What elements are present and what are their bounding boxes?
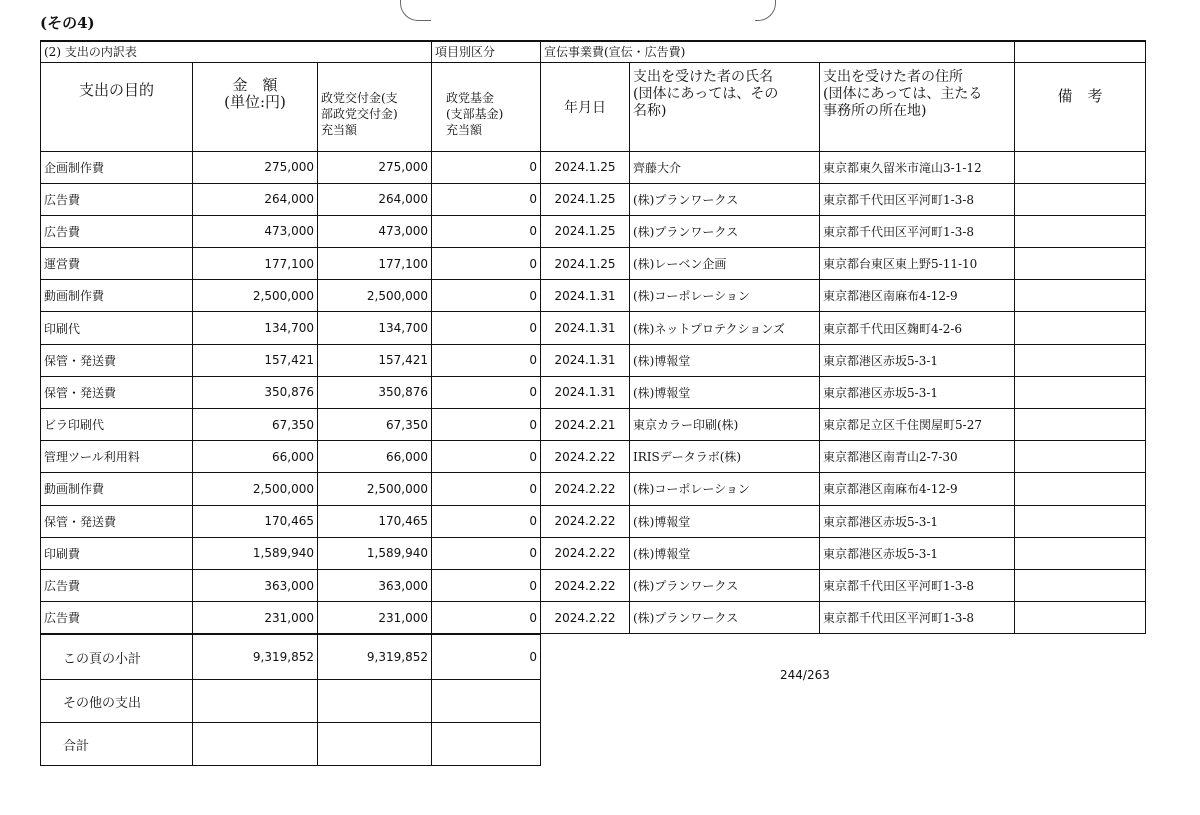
cell-payee: (株)博報堂 xyxy=(630,344,820,376)
cell-payee: (株)博報堂 xyxy=(630,505,820,537)
cell-address: 東京都港区南麻布4-12-9 xyxy=(820,280,1015,312)
table-row xyxy=(41,248,1146,280)
cell-payee: 東京カラー印刷(株) xyxy=(630,409,820,441)
cell-purpose: 保管・発送費 xyxy=(41,344,193,376)
cell-purpose: 動画制作費 xyxy=(41,280,193,312)
total-amount xyxy=(193,723,318,766)
expenditure-table xyxy=(40,40,1146,634)
other-subsidy xyxy=(318,680,432,723)
header-fund-l3: 充当額 xyxy=(446,122,483,137)
cell-fund: 0 xyxy=(432,409,541,441)
page-label: (その4) xyxy=(40,14,95,32)
cell-amount: 363,000 xyxy=(193,569,318,601)
cell-purpose: 保管・発送費 xyxy=(41,505,193,537)
cell-date: 2024.1.25 xyxy=(541,151,630,183)
header-purpose: 支出の目的 xyxy=(41,62,193,151)
cell-fund: 0 xyxy=(432,215,541,247)
header-address-l3: 事務所の所在地) xyxy=(823,102,927,119)
table-row xyxy=(41,441,1146,473)
cell-date: 2024.2.22 xyxy=(541,473,630,505)
cell-payee: (株)レーベン企画 xyxy=(630,248,820,280)
cell-subsidy: 67,350 xyxy=(318,409,432,441)
cell-subsidy: 2,500,000 xyxy=(318,280,432,312)
cell-fund: 0 xyxy=(432,505,541,537)
table-row xyxy=(41,344,1146,376)
cell-date: 2024.2.22 xyxy=(541,569,630,601)
table-row xyxy=(41,602,1146,634)
cell-purpose: 広告費 xyxy=(41,215,193,247)
cell-amount: 473,000 xyxy=(193,215,318,247)
cell-purpose: 広告費 xyxy=(41,569,193,601)
header-subsidy xyxy=(318,62,432,151)
cell-remarks xyxy=(1015,569,1146,601)
cell-amount: 177,100 xyxy=(193,248,318,280)
cell-fund: 0 xyxy=(432,537,541,569)
cell-subsidy: 134,700 xyxy=(318,312,432,344)
cell-remarks xyxy=(1015,473,1146,505)
cell-payee: IRISデータラボ(株) xyxy=(630,441,820,473)
cell-amount: 1,589,940 xyxy=(193,537,318,569)
punch-mark-left xyxy=(400,0,431,21)
cell-subsidy: 363,000 xyxy=(318,569,432,601)
other-amount xyxy=(193,680,318,723)
cell-fund: 0 xyxy=(432,280,541,312)
cell-purpose: 印刷費 xyxy=(41,537,193,569)
header-amount xyxy=(193,62,318,151)
cell-amount: 264,000 xyxy=(193,183,318,215)
header-subsidy-l1: 政党交付金(支 xyxy=(321,90,398,105)
cell-remarks xyxy=(1015,376,1146,408)
cell-purpose: 印刷代 xyxy=(41,312,193,344)
table-row xyxy=(41,569,1146,601)
table-row xyxy=(41,376,1146,408)
cell-amount: 231,000 xyxy=(193,602,318,634)
cell-amount: 67,350 xyxy=(193,409,318,441)
other-fund xyxy=(432,680,541,723)
cell-subsidy: 231,000 xyxy=(318,602,432,634)
cell-amount: 66,000 xyxy=(193,441,318,473)
table-row xyxy=(41,473,1146,505)
cell-address: 東京都港区南青山2-7-30 xyxy=(820,441,1015,473)
cell-address: 東京都東久留米市滝山3-1-12 xyxy=(820,151,1015,183)
cell-remarks xyxy=(1015,280,1146,312)
cell-amount: 157,421 xyxy=(193,344,318,376)
other-label: その他の支出 xyxy=(41,680,193,723)
cell-remarks xyxy=(1015,344,1146,376)
cell-amount: 350,876 xyxy=(193,376,318,408)
cell-payee: 齊藤大介 xyxy=(630,151,820,183)
cell-payee: (株)コーポレーション xyxy=(630,280,820,312)
cell-subsidy: 2,500,000 xyxy=(318,473,432,505)
cell-date: 2024.1.31 xyxy=(541,312,630,344)
cell-date: 2024.2.22 xyxy=(541,602,630,634)
cell-address: 東京都足立区千住関屋町5-27 xyxy=(820,409,1015,441)
cell-address: 東京都千代田区平河町1-3-8 xyxy=(820,183,1015,215)
cell-date: 2024.2.22 xyxy=(541,441,630,473)
total-fund xyxy=(432,723,541,766)
cell-date: 2024.1.25 xyxy=(541,248,630,280)
category-label: 項目別区分 xyxy=(432,41,541,62)
header-subsidy-l2: 部政党交付金) xyxy=(321,106,398,121)
cell-date: 2024.2.22 xyxy=(541,505,630,537)
cell-remarks xyxy=(1015,248,1146,280)
cell-fund: 0 xyxy=(432,312,541,344)
cell-address: 東京都台東区東上野5-11-10 xyxy=(820,248,1015,280)
cell-subsidy: 473,000 xyxy=(318,215,432,247)
cell-purpose: 企画制作費 xyxy=(41,151,193,183)
cell-subsidy: 157,421 xyxy=(318,344,432,376)
cell-address: 東京都港区赤坂5-3-1 xyxy=(820,537,1015,569)
cell-fund: 0 xyxy=(432,569,541,601)
table-row xyxy=(41,312,1146,344)
cell-address: 東京都千代田区平河町1-3-8 xyxy=(820,602,1015,634)
table-row xyxy=(41,215,1146,247)
category-value: 宣伝事業費(宣伝・広告費) xyxy=(541,41,1015,62)
header-payee-l2: (団体にあっては、その xyxy=(633,85,779,102)
cell-address: 東京都港区南麻布4-12-9 xyxy=(820,473,1015,505)
cell-date: 2024.2.21 xyxy=(541,409,630,441)
header-payee-l3: 名称) xyxy=(633,102,667,119)
header-amount-unit: (単位:円) xyxy=(224,92,286,111)
subtotal-amount: 9,319,852 xyxy=(193,635,318,680)
cell-subsidy: 1,589,940 xyxy=(318,537,432,569)
header-date: 年月日 xyxy=(541,62,630,151)
cell-payee: (株)博報堂 xyxy=(630,537,820,569)
page-number: 244/263 xyxy=(780,668,830,682)
cell-remarks xyxy=(1015,441,1146,473)
cell-payee: (株)プランワークス xyxy=(630,183,820,215)
cell-fund: 0 xyxy=(432,602,541,634)
header-fund-l2: (支部基金) xyxy=(446,106,504,121)
table-row xyxy=(41,409,1146,441)
header-payee xyxy=(630,62,820,151)
cell-payee: (株)プランワークス xyxy=(630,602,820,634)
cell-date: 2024.1.31 xyxy=(541,344,630,376)
cell-purpose: ビラ印刷代 xyxy=(41,409,193,441)
header-address-l2: (団体にあっては、主たる xyxy=(823,85,983,102)
cell-purpose: 広告費 xyxy=(41,602,193,634)
cell-date: 2024.1.31 xyxy=(541,376,630,408)
cell-purpose: 広告費 xyxy=(41,183,193,215)
subtotal-label: この頁の小計 xyxy=(41,635,193,680)
cell-fund: 0 xyxy=(432,376,541,408)
table-row xyxy=(41,537,1146,569)
header-fund-l1: 政党基金 xyxy=(446,90,495,105)
cell-remarks xyxy=(1015,602,1146,634)
subtotal-fund: 0 xyxy=(432,635,541,680)
cell-date: 2024.1.31 xyxy=(541,280,630,312)
cell-subsidy: 350,876 xyxy=(318,376,432,408)
cell-subsidy: 170,465 xyxy=(318,505,432,537)
cell-fund: 0 xyxy=(432,151,541,183)
punch-mark-right xyxy=(755,0,776,21)
cell-payee: (株)プランワークス xyxy=(630,215,820,247)
table-row xyxy=(41,505,1146,537)
cell-purpose: 動画制作費 xyxy=(41,473,193,505)
cell-remarks xyxy=(1015,505,1146,537)
cell-amount: 275,000 xyxy=(193,151,318,183)
cell-remarks xyxy=(1015,312,1146,344)
cell-purpose: 管理ツール利用料 xyxy=(41,441,193,473)
summary-table xyxy=(40,634,541,766)
total-label: 合計 xyxy=(41,723,193,766)
cell-remarks xyxy=(1015,215,1146,247)
cell-payee: (株)プランワークス xyxy=(630,569,820,601)
cell-address: 東京都港区赤坂5-3-1 xyxy=(820,505,1015,537)
cell-date: 2024.1.25 xyxy=(541,215,630,247)
table-body xyxy=(41,151,1146,634)
category-blank xyxy=(1015,41,1146,62)
subtotal-subsidy: 9,319,852 xyxy=(318,635,432,680)
cell-remarks xyxy=(1015,409,1146,441)
cell-subsidy: 177,100 xyxy=(318,248,432,280)
header-fund xyxy=(432,62,541,151)
cell-subsidy: 264,000 xyxy=(318,183,432,215)
cell-fund: 0 xyxy=(432,441,541,473)
cell-payee: (株)ネットプロテクションズ xyxy=(630,312,820,344)
header-amount-label: 金 額 xyxy=(232,75,278,94)
header-address xyxy=(820,62,1015,151)
header-payee-l1: 支出を受けた者の氏名 xyxy=(633,68,773,85)
section-title: (2) 支出の内訳表 xyxy=(41,41,432,62)
cell-date: 2024.1.25 xyxy=(541,183,630,215)
total-subsidy xyxy=(318,723,432,766)
cell-address: 東京都千代田区平河町1-3-8 xyxy=(820,215,1015,247)
cell-purpose: 運営費 xyxy=(41,248,193,280)
cell-fund: 0 xyxy=(432,473,541,505)
cell-subsidy: 66,000 xyxy=(318,441,432,473)
table-row xyxy=(41,151,1146,183)
cell-remarks xyxy=(1015,183,1146,215)
cell-address: 東京都千代田区平河町1-3-8 xyxy=(820,569,1015,601)
cell-date: 2024.2.22 xyxy=(541,537,630,569)
cell-payee: (株)コーポレーション xyxy=(630,473,820,505)
header-address-l1: 支出を受けた者の住所 xyxy=(823,68,963,85)
cell-payee: (株)博報堂 xyxy=(630,376,820,408)
cell-remarks xyxy=(1015,537,1146,569)
cell-fund: 0 xyxy=(432,248,541,280)
cell-amount: 2,500,000 xyxy=(193,473,318,505)
cell-address: 東京都港区赤坂5-3-1 xyxy=(820,344,1015,376)
table-row xyxy=(41,183,1146,215)
cell-amount: 2,500,000 xyxy=(193,280,318,312)
cell-address: 東京都港区赤坂5-3-1 xyxy=(820,376,1015,408)
cell-remarks xyxy=(1015,151,1146,183)
cell-fund: 0 xyxy=(432,344,541,376)
header-remarks: 備 考 xyxy=(1015,62,1146,151)
cell-amount: 170,465 xyxy=(193,505,318,537)
cell-purpose: 保管・発送費 xyxy=(41,376,193,408)
cell-subsidy: 275,000 xyxy=(318,151,432,183)
cell-address: 東京都千代田区麹町4-2-6 xyxy=(820,312,1015,344)
cell-amount: 134,700 xyxy=(193,312,318,344)
header-subsidy-l3: 充当額 xyxy=(321,122,358,137)
table-row xyxy=(41,280,1146,312)
cell-fund: 0 xyxy=(432,183,541,215)
